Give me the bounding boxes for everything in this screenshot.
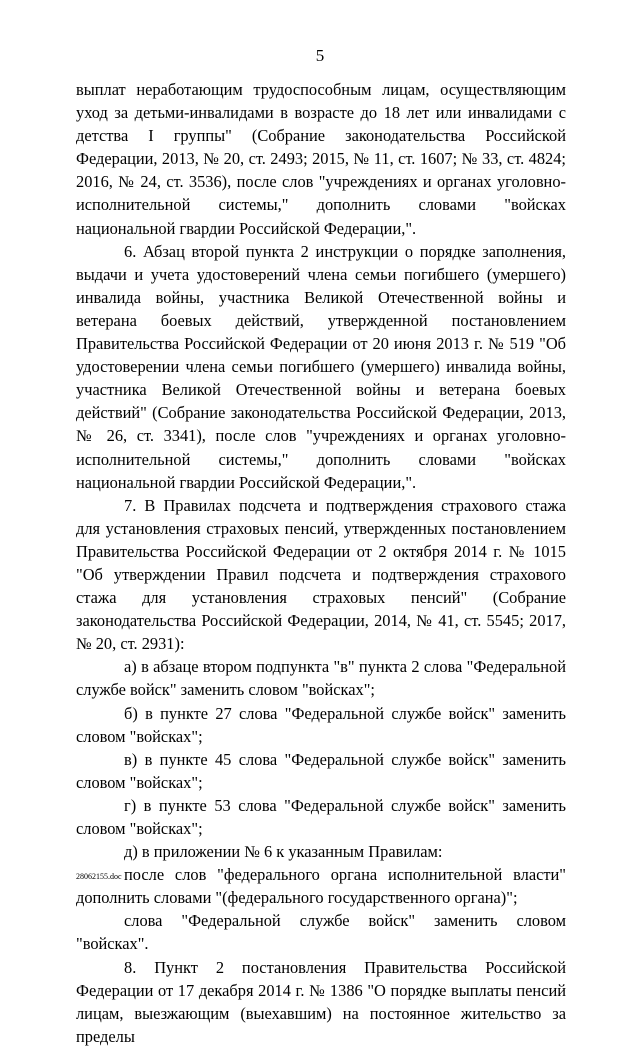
paragraph-subitem-g: г) в пункте 53 слова "Федеральной службе войск" заменить словом "войсках";	[76, 795, 566, 838]
document-body	[76, 78, 566, 1048]
page-number: 5	[315, 46, 325, 65]
paragraph-item-6: 6. Абзац второй пункта 2 инструкции о порядке заполнения, выдачи и учета удостоверений члена семьи погибшего (умершего) инвалида войны, участника Великой Отечественной войны и ветерана боевых действий, утвержденной постановлением Правительства Российской Федерации от 20 июня 2013 г. № 519 "Об удостоверении члена семьи погибшего (умершего) инвалида войны, участника Великой Отечественной войны и ветерана боевых действий" (Собрание законодательства Российской Федерации, 2013, № 26, ст. 3341), после слов "учреждениях и органах уголовно-исполнительной системы," дополнить словами "войсках национальной гвардии Российской Федерации,".	[76, 241, 566, 492]
paragraph-subitem-d-part-2: слова "Федеральной службе войск" заменить словом "войсках".	[76, 911, 566, 954]
paragraph-subitem-a: а) в абзаце втором подпункта "в" пункта 2 слова "Федеральной службе войск" заменить словом "войсках";	[76, 657, 566, 700]
paragraph-item-8: 8. Пункт 2 постановления Правительства Российской Федерации от 17 декабря 2014 г. № 1386 "О порядке выплаты пенсий лицам, выезжающим (выехавшим) на постоянное жительство за пределы	[76, 957, 566, 1046]
paragraph-subitem-b: б) в пункте 27 слова "Федеральной службе войск" заменить словом "войсках";	[76, 703, 566, 746]
paragraph-item-7: 7. В Правилах подсчета и подтверждения страхового стажа для установления страховых пенсий, утвержденных постановлением Правительства Российской Федерации от 2 октября 2014 г. № 1015 "Об утверждении Правил подсчета и подтверждения страхового стажа для установления страховых пенсий" (Собрание законодательства Российской Федерации, 2014, № 41, ст. 5545; 2017, № 20, ст. 2931):	[76, 495, 566, 654]
paragraph-subitem-v: в) в пункте 45 слова "Федеральной службе войск" заменить словом "войсках";	[76, 749, 566, 792]
paragraph-subitem-d: д) в приложении № 6 к указанным Правилам:	[124, 842, 443, 862]
footer-file-code: 28062155.doc	[76, 872, 122, 881]
paragraph-subitem-d-part-1: после слов "федерального органа исполнительной власти" дополнить словами "(федерального государственного органа)";	[76, 865, 566, 908]
paragraph-continuation: выплат неработающим трудоспособным лицам, осуществляющим уход за детьми-инвалидами в возрасте до 18 лет или инвалидами с детства I группы" (Собрание законодательства Российской Федерации, 2013, № 20, ст. 2493; 2015, № 11, ст. 1607; № 33, ст. 4824; 2016, № 24, ст. 3536), после слов "учреждениях и органах уголовно-исполнительной системы," дополнить словами "войсках национальной гвардии Российской Федерации,".	[76, 80, 566, 238]
